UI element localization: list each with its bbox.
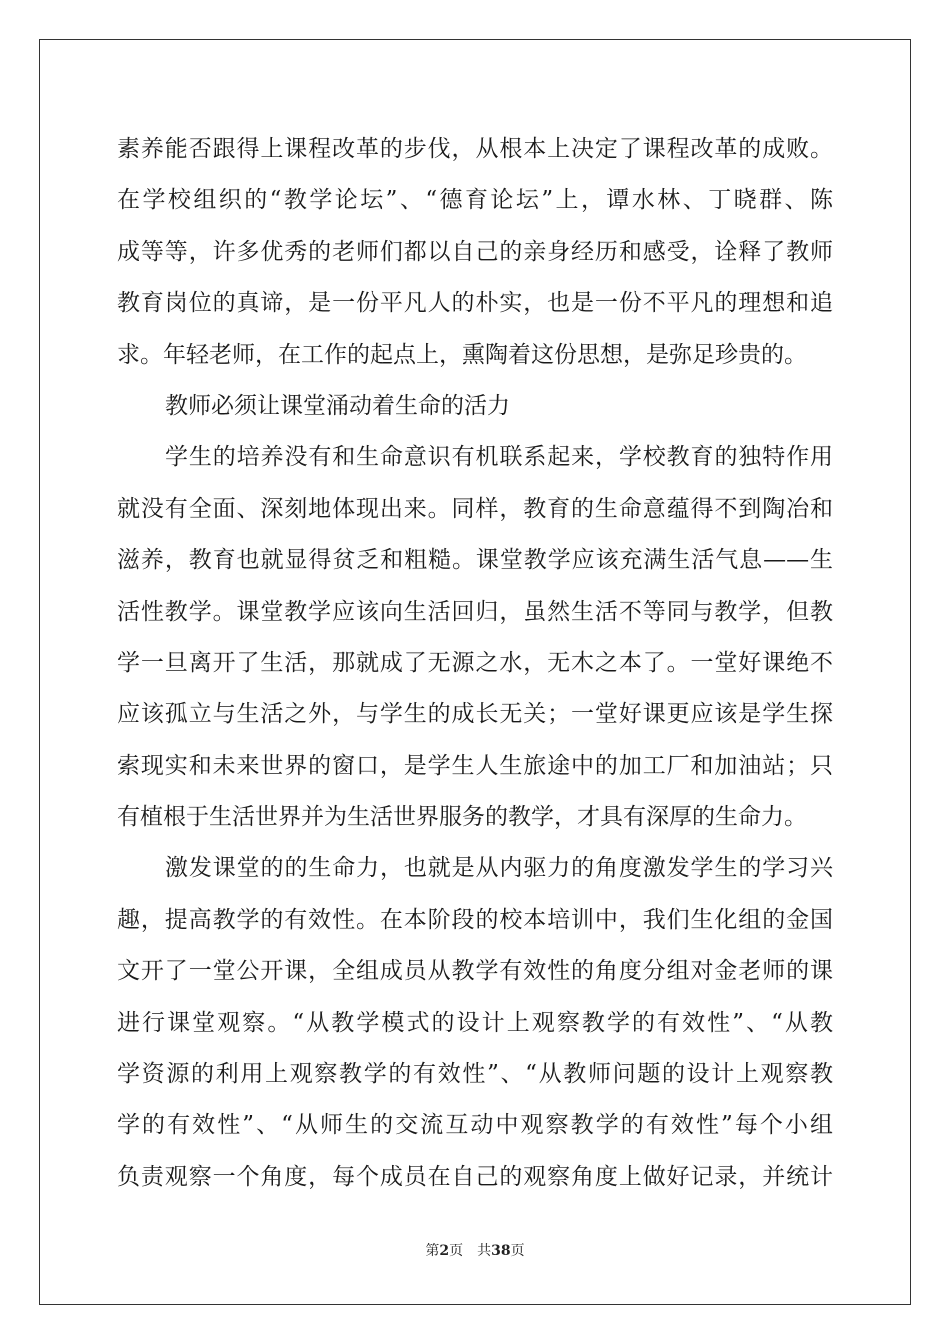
text-line: 索现实和未来世界的窗口，是学生人生旅途中的加工厂和加油站；只	[117, 752, 833, 779]
text-line: 文开了一堂公开课，全组成员从教学有效性的角度分组对金老师的课	[117, 958, 833, 985]
text-line: 教育岗位的真谛，是一份平凡人的朴实，也是一份不平凡的理想和追	[117, 290, 833, 317]
footer-suffix: 页	[510, 1243, 525, 1259]
text-line: 教师必须让课堂涌动着生命的活力	[165, 392, 510, 419]
text-line: 活性教学。课堂教学应该向生活回归，虽然生活不等同与教学，但教	[117, 598, 833, 625]
text-line: 学生的培养没有和生命意识有机联系起来，学校教育的独特作用	[165, 444, 833, 471]
total-page-number: 38	[491, 1243, 511, 1259]
text-line: 成等等，许多优秀的老师们都以自己的亲身经历和感受，诠释了教师	[117, 238, 833, 265]
text-line: 有植根于生活世界并为生活世界服务的教学，才具有深厚的生命力。	[117, 804, 807, 831]
text-line: 应该孤立与生活之外，与学生的成长无关；一堂好课更应该是学生探	[117, 701, 833, 728]
footer-prefix: 第	[425, 1243, 440, 1259]
text-line: 进行课堂观察。“从教学模式的设计上观察教学的有效性”、“从教	[117, 1009, 833, 1036]
text-line: 学一旦离开了生活，那就成了无源之水，无木之本了。一堂好课绝不	[117, 649, 833, 676]
text-line: 滋养，教育也就显得贫乏和粗糙。课堂教学应该充满生活气息——生	[117, 547, 833, 574]
text-line: 趣，提高教学的有效性。在本阶段的校本培训中，我们生化组的金国	[117, 906, 833, 933]
text-line: 在学校组织的“教学论坛”、“德育论坛”上，谭水林、丁晓群、陈	[117, 187, 833, 214]
text-line: 就没有全面、深刻地体现出来。同样，教育的生命意蕴得不到陶冶和	[117, 495, 833, 522]
text-line: 激发课堂的的生命力，也就是从内驱力的角度激发学生的学习兴	[165, 855, 833, 882]
page-footer	[0, 1240, 950, 1260]
document-body	[117, 124, 833, 1203]
text-line: 学资源的利用上观察教学的有效性”、“从教师问题的设计上观察教	[117, 1061, 833, 1088]
text-line: 素养能否跟得上课程改革的步伐，从根本上决定了课程改革的成败。	[117, 136, 833, 162]
text-line: 负责观察一个角度，每个成员在自己的观察角度上做好记录，并统计	[117, 1163, 833, 1190]
footer-mid: 页 共	[449, 1243, 492, 1259]
text-line: 求。年轻老师，在工作的起点上，熏陶着这份思想，是弥足珍贵的。	[117, 341, 807, 368]
text-line: 学的有效性”、“从师生的交流互动中观察教学的有效性”每个小组	[117, 1112, 833, 1139]
current-page-number: 2	[439, 1243, 450, 1259]
